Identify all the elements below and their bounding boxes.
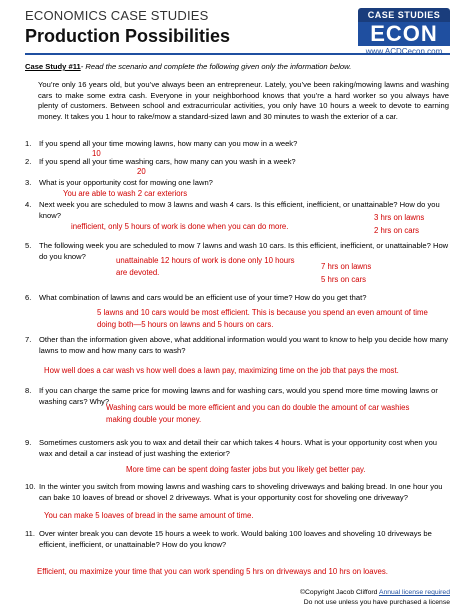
- question-text: If you can charge the same price for mowing lawns and for washing cars, would you spend more time mowing lawns or washing cars? Why?: [39, 386, 438, 406]
- answer-6-line-1: 5 lawns and 10 cars would be most efficient. This is because you spend an even amount of time: [97, 308, 428, 317]
- question-number: 3.: [25, 178, 32, 187]
- answer-2: 20: [137, 167, 146, 176]
- answer-8-line-1: Washing cars would be more efficient and you can do double the amount of car washies: [106, 403, 410, 412]
- question-3: [25, 178, 449, 189]
- question-text: The following week you are scheduled to mow 7 lawns and wash 10 cars. Is this efficient, inefficient, or unattainable? How do you know?: [39, 241, 449, 261]
- logo-tagline: CASE STUDIES: [358, 8, 450, 22]
- answer-11: Efficient, ou maximize your time that you can work spending 5 hrs on driveways and 10 hrs on loaves.: [37, 567, 388, 576]
- copyright-line: [300, 589, 450, 596]
- case-instruction: - Read the scenario and complete the following given only the information below.: [80, 62, 352, 71]
- answer-4: inefficient, only 5 hours of work is done when you can do more.: [71, 222, 289, 231]
- page-title: Production Possibilities: [25, 26, 231, 46]
- econ-logo[interactable]: [358, 8, 450, 56]
- logo-url[interactable]: www.ACDCecon.com: [365, 47, 443, 56]
- answer-5-note-lawns: 7 hrs on lawns: [321, 262, 372, 271]
- answer-4-note-cars: 2 hrs on cars: [374, 226, 420, 235]
- question-number: 1.: [25, 139, 32, 148]
- copyright-text: ©Copyright Jacob Clifford: [300, 589, 378, 596]
- question-text: Over winter break you can devote 15 hours a week to work. Would baking 100 loaves and shoveling 10 driveways be efficient, inefficient, or unattainable? How do you know?: [39, 529, 432, 549]
- question-text: In the winter you switch from mowing lawns and washing cars to shoveling driveways and baking bread. In one hour you can bake 10 loaves of bread or shovel 2 driveways. What is your opportunity cost for shoveling one driveway?: [39, 482, 443, 502]
- answer-8-line-2: making double your money.: [106, 415, 202, 424]
- question-text: Next week you are scheduled to mow 3 lawns and wash 4 cars. Is this efficient, inefficient, or unattainable? How do you know?: [39, 200, 440, 220]
- answer-5-line-2: are devoted.: [116, 268, 160, 277]
- question-text: What is your opportunity cost for mowing one lawn?: [39, 178, 213, 187]
- question-10: [25, 482, 449, 503]
- answer-5-note-cars: 5 hrs on cars: [321, 275, 367, 284]
- question-number: 9.: [25, 438, 32, 447]
- question-number: 10.: [25, 482, 36, 491]
- question-text: Other than the information given above, what additional information would you want to know to help you decide how many lawns to mow and how many cars to wash?: [39, 335, 449, 355]
- question-number: 8.: [25, 386, 32, 395]
- series-title: ECONOMICS CASE STUDIES: [25, 8, 209, 23]
- question-text: If you spend all your time mowing lawns, how many can you mow in a week?: [39, 139, 298, 148]
- question-number: 11.: [25, 529, 35, 538]
- question-number: 7.: [25, 335, 32, 344]
- answer-4-note-lawns: 3 hrs on lawns: [374, 213, 425, 222]
- question-number: 4.: [25, 200, 32, 209]
- case-heading: [25, 62, 449, 73]
- question-number: 2.: [25, 157, 32, 166]
- question-9: [25, 438, 449, 459]
- answer-6-line-2: doing both—5 hours on lawns and 5 hours on cars.: [97, 320, 274, 329]
- question-number: 5.: [25, 241, 32, 250]
- answer-5-line-1: unattainable 12 hours of work is done only 10 hours: [116, 256, 295, 265]
- question-1: [25, 139, 449, 150]
- answer-1: 10: [92, 149, 101, 158]
- question-7: [25, 335, 449, 356]
- question-text: What combination of lawns and cars would be an efficient use of your time? How do you get that?: [39, 293, 367, 302]
- answer-9: More time can be spent doing faster jobs but you likely get better pay.: [126, 465, 366, 474]
- question-text: If you spend all your time washing cars, how many can you wash in a week?: [39, 157, 296, 166]
- question-number: 6.: [25, 293, 32, 302]
- answer-7: How well does a car wash vs how well does a lawn pay, maximizing time on the job that pays the most.: [44, 366, 399, 375]
- license-notice: Do not use unless you have purchased a license: [303, 599, 450, 606]
- logo-wordmark: ECON: [358, 22, 450, 46]
- answer-10: You can make 5 loaves of bread in the same amount of time.: [44, 511, 254, 520]
- question-text: Sometimes customers ask you to wax and detail their car which takes 4 hours. What is your opportunity cost when you wax and detail a car instead of just washing the exterior?: [39, 438, 438, 458]
- case-label: Case Study #11: [25, 62, 81, 71]
- header-divider: [25, 53, 450, 55]
- question-6: [25, 293, 449, 304]
- license-link[interactable]: Annual license required: [378, 589, 450, 596]
- case-scenario: You’re only 16 years old, but you’ve always been an entrepreneur. Lately, you’ve been raking/mowing lawns and washing cars to make some extra cash. Everyone in your neighborhood knows that you’re a hard worker so you always have plenty of customers. Between school and extracurricular activities, you only have 10 hours a week to devote to earning money. It takes you 1 hour to rake/mow a standard-sized lawn and 30 minutes to wash the exterior of a car.: [38, 80, 449, 121]
- answer-3: You are able to wash 2 car exteriors: [63, 189, 188, 198]
- question-2: [25, 157, 449, 168]
- question-11: [25, 529, 449, 550]
